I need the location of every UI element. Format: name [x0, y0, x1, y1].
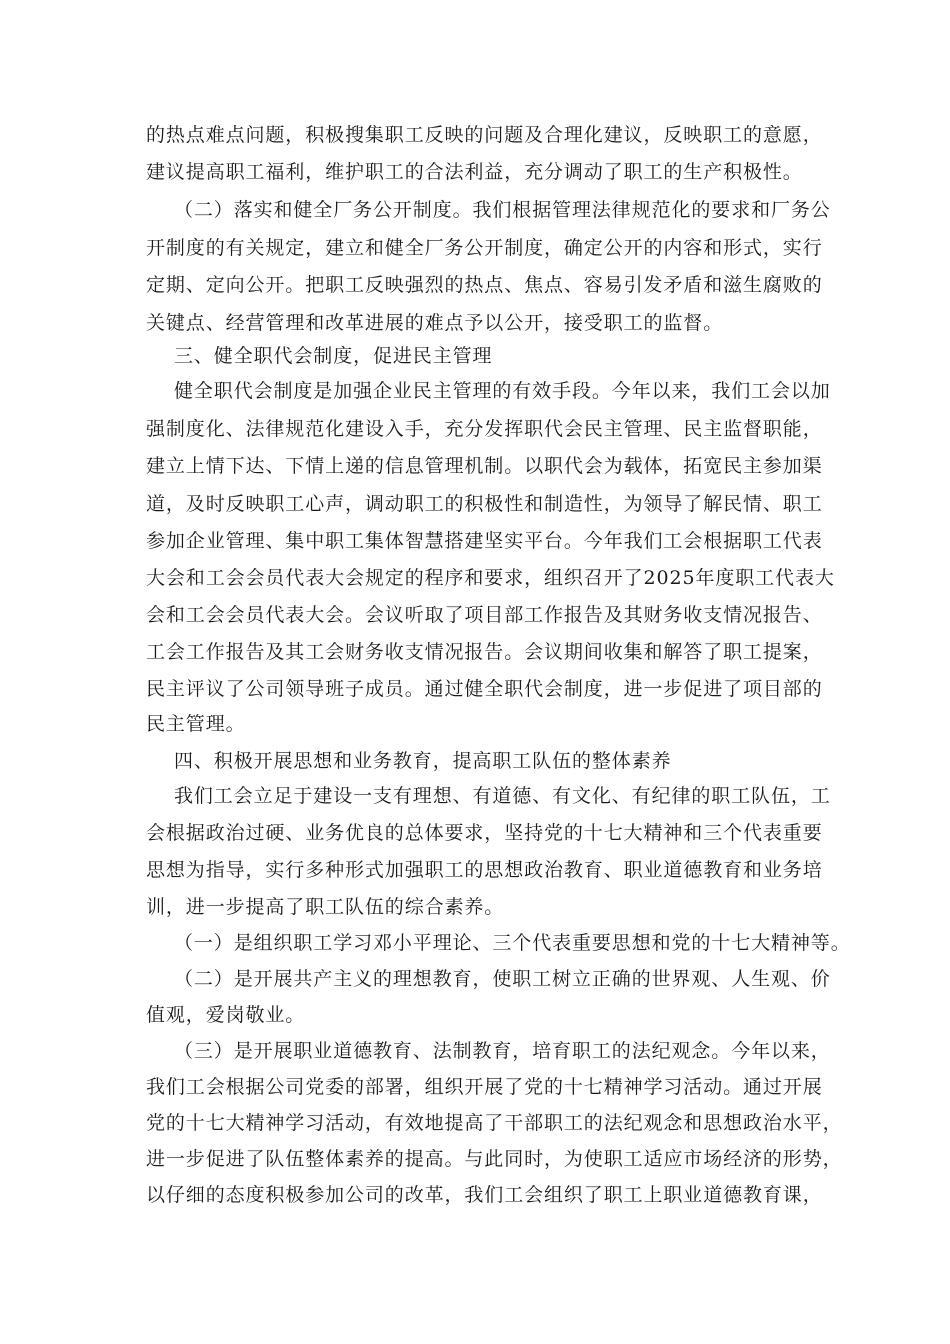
text-line: 以仔细的态度积极参加公司的改革，我们工会组织了职工上职业道德教育课，	[146, 1184, 823, 1206]
text-line: 开制度的有关规定，建立和健全厂务公开制度，确定公开的内容和形式，实行	[146, 237, 823, 259]
text-line: 民主管理。	[146, 713, 246, 735]
text-line: 道，及时反映职工心声，调动职工的积极性和制造性，为领导了解民情、职工	[146, 493, 823, 515]
list-item: （三）是开展职业道德教育、法制教育，培育职工的法纪观念。今年以来，	[174, 1040, 831, 1062]
paragraph-first-line: （二）落实和健全厂务公开制度。我们根据管理法律规范化的要求和厂务公	[174, 199, 831, 221]
text-line: 强制度化、法律规范化建设入手，充分发挥职代会民主管理、民主监督职能，	[146, 418, 823, 440]
text-line: 值观，爱岗敬业。	[146, 1004, 306, 1026]
text-line: 进一步促进了队伍整体素养的提高。与此同时，为使职工适应市场经济的形势，	[146, 1148, 843, 1170]
text-line: 参加企业管理、集中职工集体智慧搭建坚实平台。今年我们工会根据职工代表	[146, 530, 823, 552]
text-line: 党的十七大精神学习活动，有效地提高了干部职工的法纪观念和思想政治水平，	[146, 1112, 843, 1134]
list-item: （一）是组织职工学习邓小平理论、三个代表重要思想和党的十七大精神等。	[174, 932, 851, 954]
text-line: 训，进一步提高了职工队伍的综合素养。	[146, 896, 505, 918]
text-line: 工会工作报告及其工会财务收支情况报告。会议期间收集和解答了职工提案，	[146, 641, 823, 663]
section-heading: 三、健全职代会制度，促进民主管理	[174, 345, 493, 367]
text-line: 定期、定向公开。把职工反映强烈的热点、焦点、容易引发矛盾和滋生腐败的	[146, 274, 823, 296]
text-line: 的热点难点问题，积极搜集职工反映的问题及合理化建议，反映职工的意愿，	[146, 124, 823, 146]
text-line: 会和工会会员代表大会。会议听取了项目部工作报告及其财务收支情况报告、	[146, 604, 823, 626]
list-item: （二）是开展共产主义的理想教育，使职工树立正确的世界观、人生观、价	[174, 968, 831, 990]
section-heading: 四、积极开展思想和业务教育，提高职工队伍的整体素养	[174, 750, 672, 772]
text-line: 建立上情下达、下情上递的信息管理机制。以职代会为载体，拓宽民主参加渠	[146, 455, 823, 477]
text-line: 关键点、经营管理和改革进展的难点予以公开，接受职工的监督。	[146, 312, 724, 334]
text-line: 大会和工会会员代表大会规定的程序和要求，组织召开了2025年度职工代表大	[146, 567, 835, 589]
text-line: 我们工会根据公司党委的部署，组织开展了党的十七精神学习活动。通过开展	[146, 1076, 823, 1098]
text-line: 思想为指导，实行多种形式加强职工的思想政治教育、职业道德教育和业务培	[146, 859, 823, 881]
paragraph-first-line: 健全职代会制度是加强企业民主管理的有效手段。今年以来，我们工会以加	[174, 380, 831, 402]
text-line: 民主评议了公司领导班子成员。通过健全职代会制度，进一步促进了项目部的	[146, 678, 823, 700]
text-line: 会根据政治过硬、业务优良的总体要求，坚持党的十七大精神和三个代表重要	[146, 822, 823, 844]
paragraph-first-line: 我们工会立足于建设一支有理想、有道德、有文化、有纪律的职工队伍，工	[174, 785, 831, 807]
text-line: 建议提高职工福利，维护职工的合法利益，充分调动了职工的生产积极性。	[146, 161, 803, 183]
